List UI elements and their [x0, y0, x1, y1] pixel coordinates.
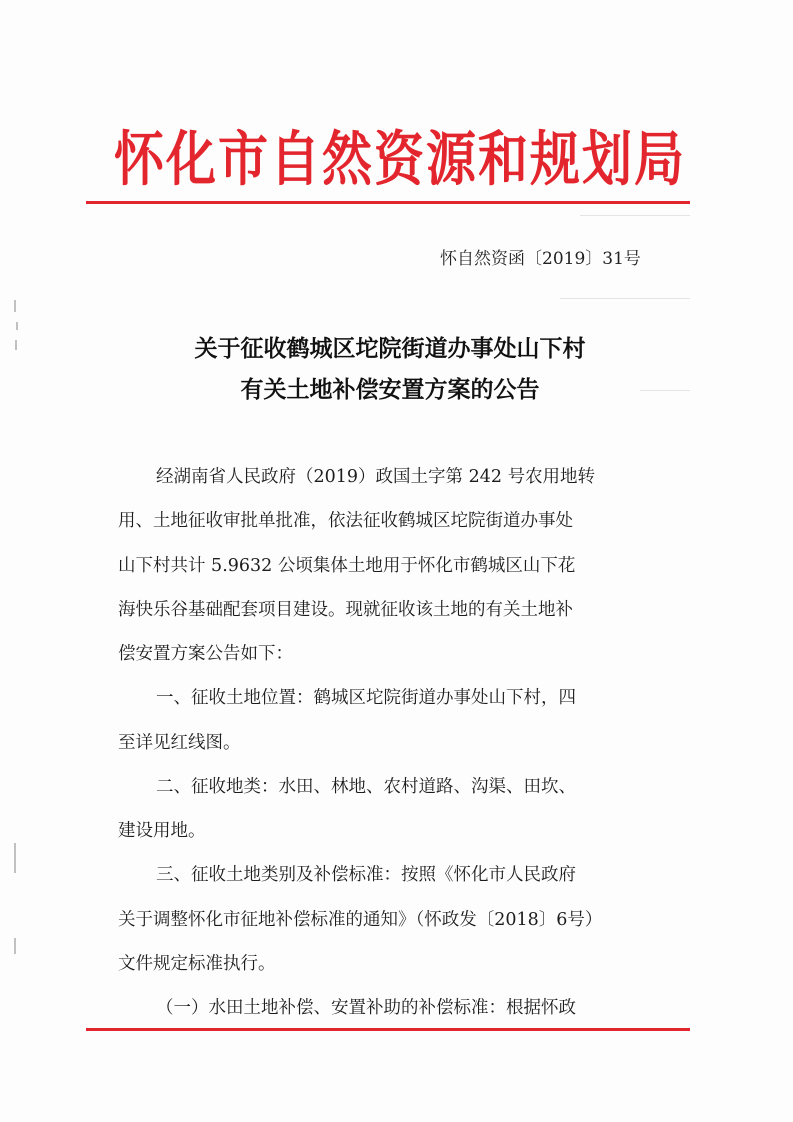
body-line: 三、征收土地类别及补偿标准：按照《怀化市人民政府 [156, 865, 576, 885]
footer-red-rule [86, 1028, 690, 1031]
scan-artifact [16, 322, 18, 330]
body-line: 偿安置方案公告如下： [118, 644, 293, 664]
body-line: 二、征收地类：水田、林地、农村道路、沟渠、田坎、 [156, 777, 576, 797]
body-line: 关于调整怀化市征地补偿标准的通知》（怀政发〔2018〕6号） [118, 910, 603, 930]
bleed-through-mark [640, 390, 690, 391]
scan-artifact [14, 843, 16, 873]
body-line: 用、土地征收审批单批准，依法征收鹤城区坨院街道办事处 [118, 511, 573, 531]
header-red-rule [86, 201, 690, 204]
body-line: 文件规定标准执行。 [118, 954, 276, 974]
body-line: 至详见红线图。 [118, 733, 241, 753]
scan-artifact [14, 938, 16, 954]
body-line: 海快乐谷基础配套项目建设。现就征收该土地的有关土地补 [118, 600, 573, 620]
document-title-line-1: 关于征收鹤城区坨院街道办事处山下村 [194, 336, 586, 362]
document-number: 怀自然资函〔2019〕31号 [440, 249, 641, 269]
body-line: 一、征收土地位置：鹤城区坨院街道办事处山下村，四 [156, 688, 576, 708]
body-line: 建设用地。 [118, 821, 206, 841]
bleed-through-mark [560, 298, 690, 299]
body-line: 经湖南省人民政府（2019）政国土字第 242 号农用地转 [156, 467, 596, 487]
bleed-through-mark [580, 215, 690, 216]
scan-artifact [15, 340, 17, 350]
document-title-line-2: 有关土地补偿安置方案的公告 [240, 377, 540, 403]
body-line: （一）水田土地补偿、安置补助的补偿标准：根据怀政 [156, 998, 576, 1018]
org-header-title: 怀化市自然资源和规划局 [114, 124, 686, 194]
scan-artifact [14, 300, 16, 312]
body-line: 山下村共计 5.9632 公顷集体土地用于怀化市鹤城区山下花 [118, 556, 576, 576]
